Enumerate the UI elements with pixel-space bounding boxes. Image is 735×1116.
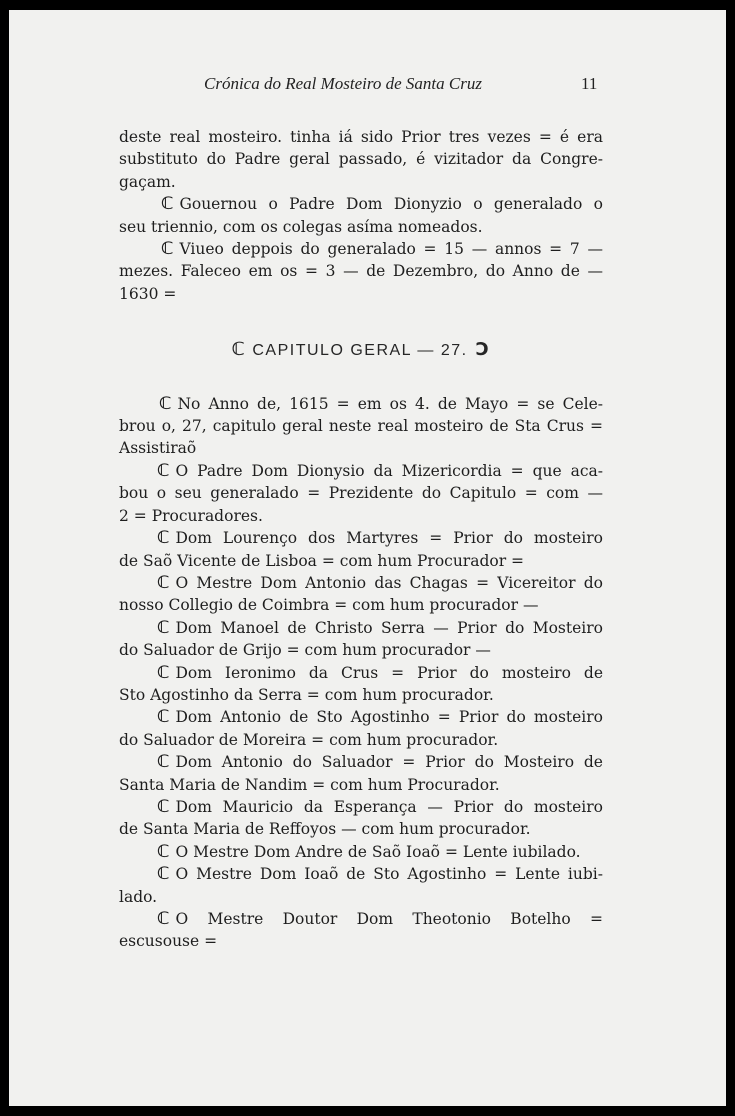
paragraph	[119, 238, 603, 305]
list-item	[119, 393, 603, 460]
list-item	[119, 841, 603, 863]
pilcrow-icon: ℂ	[157, 796, 170, 817]
text-line: ℂ Dom Antonio do Saluador = Prior do Mosteiro de	[157, 752, 603, 773]
text-line: de Santa Maria de Reffoyos — com hum procurador.	[119, 820, 531, 839]
pilcrow-icon: ℂ	[157, 864, 170, 885]
list-item	[119, 908, 603, 953]
text-line: Assistiraõ	[119, 439, 197, 458]
list-item	[119, 617, 603, 662]
page-number: 11	[581, 74, 598, 93]
text-line: ℂ Dom Antonio de Sto Agostinho = Prior do mosteiro	[157, 707, 603, 728]
text-line: ℂ Dom Ieronimo da Crus = Prior do mosteiro de	[157, 662, 603, 683]
text-line: ℂ Dom Mauricio da Esperança — Prior do mosteiro	[157, 796, 603, 817]
reversed-pilcrow-icon: Ɔ	[475, 339, 491, 361]
text-line: ℂ Dom Lourenço dos Martyres = Prior do mosteiro	[157, 528, 603, 549]
chapter-title: CAPITULO GERAL — 27.	[252, 342, 468, 360]
paragraph	[119, 193, 603, 238]
pilcrow-icon: ℂ	[159, 393, 172, 414]
text-line: deste real mosteiro. tinha iá sido Prior tres vezes = é era	[119, 128, 603, 146]
list-item	[119, 751, 603, 796]
text-line: de Saõ Vicente de Lisboa = com hum Procurador =	[119, 551, 525, 570]
pilcrow-icon: ℂ	[157, 662, 170, 683]
text-line: ℂ O Mestre Dom Ioaõ de Sto Agostinho = Lente iubi-	[157, 864, 603, 885]
list-item	[119, 662, 603, 707]
pilcrow-icon: ℂ	[157, 460, 170, 481]
document-page	[9, 10, 726, 1106]
pilcrow-icon: ℂ	[157, 841, 170, 862]
list-item	[119, 706, 603, 751]
page-header	[9, 70, 726, 100]
running-title: Crónica do Real Mosteiro de Santa Cruz	[204, 74, 482, 93]
text-line: gaçam.	[119, 172, 176, 191]
chapter-heading	[119, 339, 603, 362]
text-line: ℂ O Mestre Dom Antonio das Chagas = Vicereitor do	[157, 572, 603, 593]
pilcrow-icon: ℂ	[157, 909, 170, 929]
body-text	[119, 126, 603, 953]
pilcrow-icon: ℂ	[157, 617, 170, 638]
list-item	[119, 572, 603, 617]
text-line: ℂ Gouernou o Padre Dom Dionyzio o generalado o	[161, 194, 603, 215]
text-line: ℂ Viueo deppois do generalado = 15 — annos = 7 —	[161, 239, 603, 260]
text-line: do Saluador de Moreira = com hum procurador.	[119, 730, 499, 749]
list-item	[119, 527, 603, 572]
attendee-list	[119, 393, 603, 953]
text-line: 2 = Procuradores.	[119, 506, 263, 525]
text-line: ℂ Dom Manoel de Christo Serra — Prior do Mosteiro	[157, 617, 603, 638]
text-line: brou o, 27, capitulo geral neste real mosteiro de Sta Crus =	[119, 417, 603, 436]
text-line: do Saluador de Grijo = com hum procurador —	[119, 641, 491, 660]
text-line: lado.	[119, 887, 158, 906]
pilcrow-icon: ℂ	[157, 572, 170, 593]
pilcrow-icon: ℂ	[161, 239, 174, 260]
list-item	[119, 796, 603, 841]
text-line: ℂ O Padre Dom Dionysio da Mizericordia = que aca-	[157, 460, 603, 481]
text-line: Santa Maria de Nandim = com hum Procurador.	[119, 775, 500, 794]
text-line: ℂ No Anno de, 1615 = em os 4. de Mayo = se Cele-	[159, 393, 603, 414]
text-line: mezes. Faleceo em os = 3 — de Dezembro, do Anno de —	[119, 262, 603, 281]
paragraph	[119, 126, 603, 193]
pilcrow-icon: ℂ	[231, 339, 247, 361]
text-line: 1630 =	[119, 284, 177, 303]
text-line: ℂ O Mestre Doutor Dom Theotonio Botelho =	[157, 909, 603, 929]
text-line: ℂ O Mestre Dom Andre de Saõ Ioaõ = Lente iubilado.	[157, 841, 581, 862]
pilcrow-icon: ℂ	[161, 194, 174, 215]
text-line: Sto Agostinho da Serra = com hum procurador.	[119, 685, 494, 704]
text-line: bou o seu generalado = Prezidente do Capitulo = com —	[119, 484, 603, 503]
list-item	[119, 460, 603, 527]
list-item	[119, 863, 603, 908]
text-line: nosso Collegio de Coimbra = com hum procurador —	[119, 596, 539, 615]
pilcrow-icon: ℂ	[157, 528, 170, 549]
text-line: escusouse =	[119, 932, 218, 951]
pilcrow-icon: ℂ	[157, 752, 170, 773]
pilcrow-icon: ℂ	[157, 707, 170, 728]
text-line: seu triennio, com os colegas asíma nomeados.	[119, 217, 483, 236]
text-line: substituto do Padre geral passado, é vizitador da Congre-	[119, 150, 603, 169]
